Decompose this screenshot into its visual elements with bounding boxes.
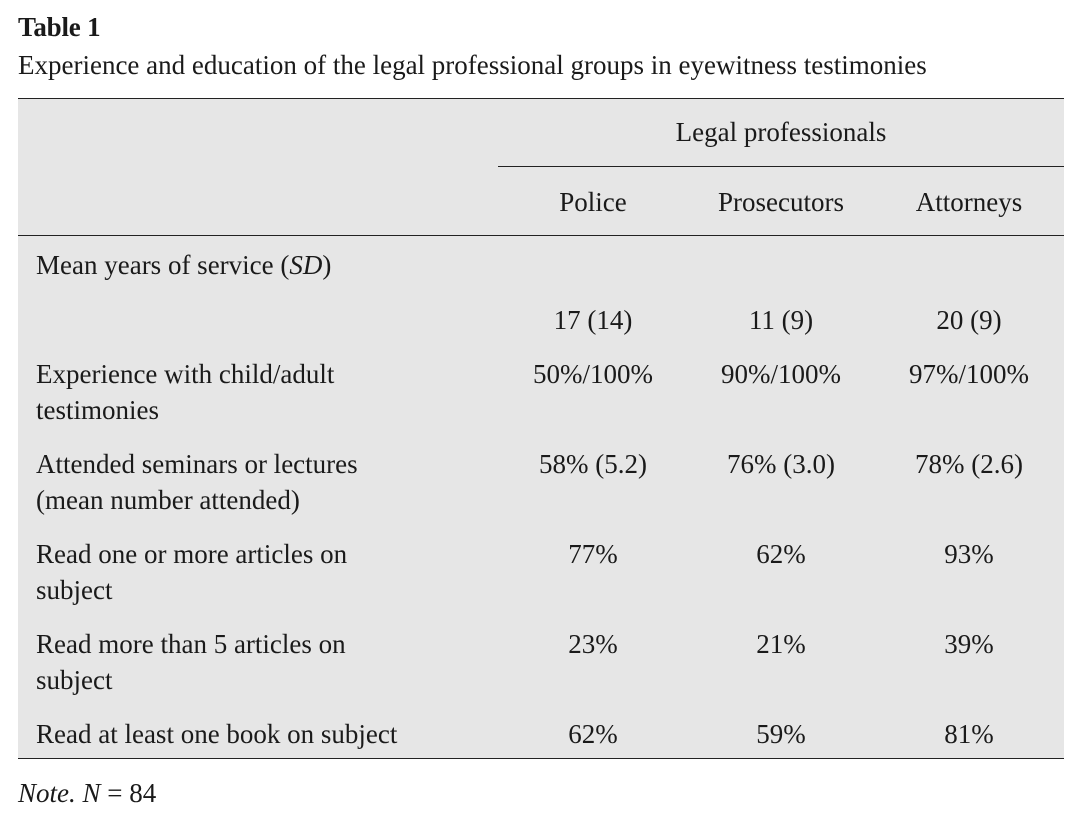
table-cell: 58% (5.2)	[539, 449, 647, 479]
table-cell: 90%/100%	[721, 359, 841, 389]
table-cell: 62%	[756, 539, 806, 569]
table-cell: 59%	[756, 719, 806, 749]
table-cell: 81%	[944, 719, 994, 749]
table-cell: 62%	[568, 719, 618, 749]
table-cell: 21%	[756, 629, 806, 659]
row-label-read-one-article: Read one or more articles on subject	[36, 539, 348, 605]
table-cell: 50%/100%	[533, 359, 653, 389]
table-caption: Experience and education of the legal professional groups in eyewitness testimonies	[18, 50, 927, 80]
table-cell: 77%	[568, 539, 618, 569]
table-cell: 23%	[568, 629, 618, 659]
row-label-read-book: Read at least one book on subject	[36, 719, 398, 749]
row-label-read-five-articles: Read more than 5 articles on subject	[36, 629, 346, 695]
header-rule	[18, 235, 1064, 236]
table-cell: 39%	[944, 629, 994, 659]
column-header-police: Police	[559, 187, 627, 217]
table-cell: 76% (3.0)	[727, 449, 835, 479]
table-label: Table 1	[18, 12, 101, 42]
row-label-experience: Experience with child/adult testimonies	[36, 359, 335, 425]
table-cell: 93%	[944, 539, 994, 569]
row-label-mean-years: Mean years of service (SD)	[36, 250, 332, 280]
table-cell: 11 (9)	[748, 305, 814, 335]
column-header-attorneys: Attorneys	[915, 187, 1023, 217]
table-cell: 78% (2.6)	[915, 449, 1023, 479]
table-note: Note. N = 84	[18, 778, 157, 808]
table-cell: 17 (14)	[553, 305, 633, 335]
row-label-seminars: Attended seminars or lectures (mean number attended)	[36, 449, 358, 515]
table-cell: 97%/100%	[909, 359, 1029, 389]
group-header: Legal professionals	[675, 117, 887, 147]
group-header-rule	[498, 166, 1064, 167]
table-cell: 20 (9)	[936, 305, 1002, 335]
data-table	[18, 98, 1064, 759]
column-header-prosecutors: Prosecutors	[718, 187, 844, 217]
